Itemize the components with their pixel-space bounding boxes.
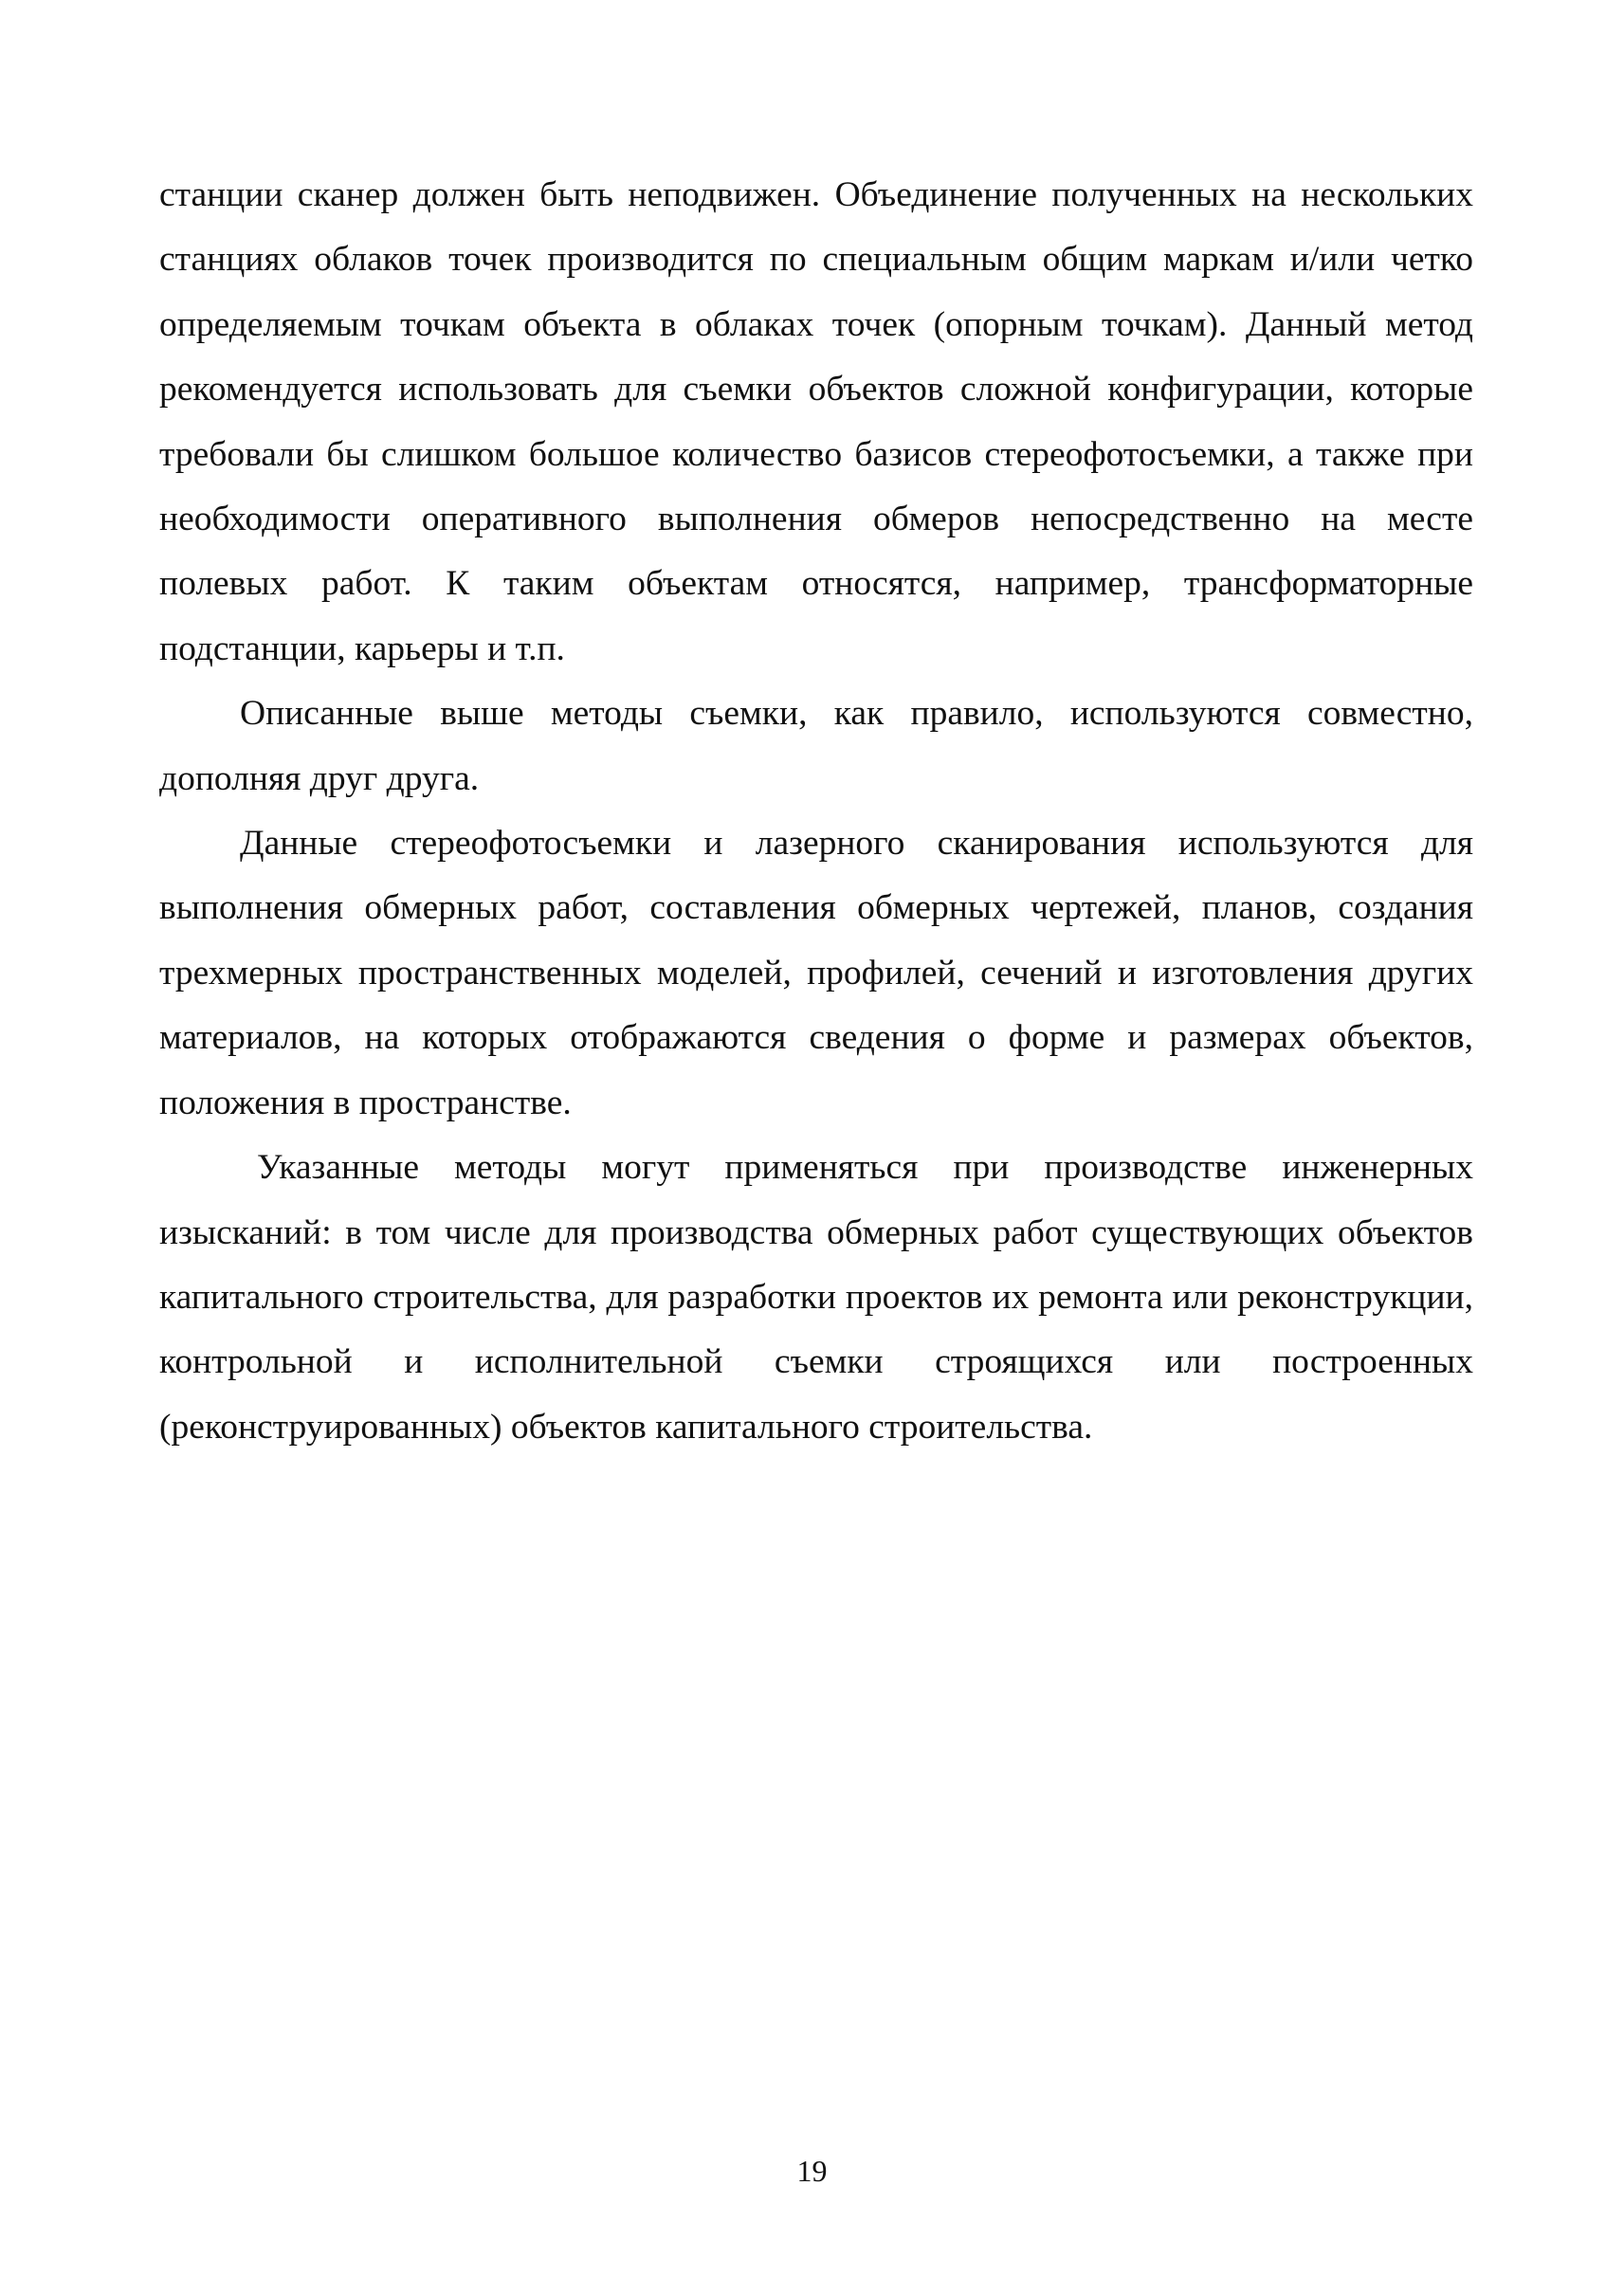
paragraph-engineering-surveys: Указанные методы могут применяться при производстве инженерных изысканий: в том числе для производства обмерных работ существующих объектов капитального строительства, для разработки проектов их ремонта или реконструкции, контрольной и исполнительной съемки строящихся или построенных (реконструированных) объектов капитального строительства. xyxy=(159,1148,1473,1447)
page-number: 19 xyxy=(796,2154,828,2188)
paragraph-data-usage: Данные стереофотосъемки и лазерного сканирования используются для выполнения обмерных работ, составления обмерных чертежей, планов, создания трехмерных пространственных моделей, профилей, сечений и изготовления других материалов, на которых отображаются сведения о форме и размерах объектов, положения в пространстве. xyxy=(159,824,1473,1122)
paragraph-methods-combined: Описанные выше методы съемки, как правило, используются совместно, дополняя друг друга. xyxy=(159,694,1473,798)
paragraph-continuation: станции сканер должен быть неподвижен. Объединение полученных на нескольких станциях облаков точек производится по специальным общим маркам и/или четко определяемым точкам объекта в облаках точек (опорным точкам). Данный метод рекомендуется использовать для съемки объектов сложной конфигурации, которые требовали бы слишком большое количество базисов стереофотосъемки, а также при необходимости оперативного выполнения обмеров непосредственно на месте полевых работ. К таким объектам относятся, например, трансформаторные подстанции, карьеры и т.п. xyxy=(159,175,1473,668)
body-text xyxy=(159,163,1473,1460)
